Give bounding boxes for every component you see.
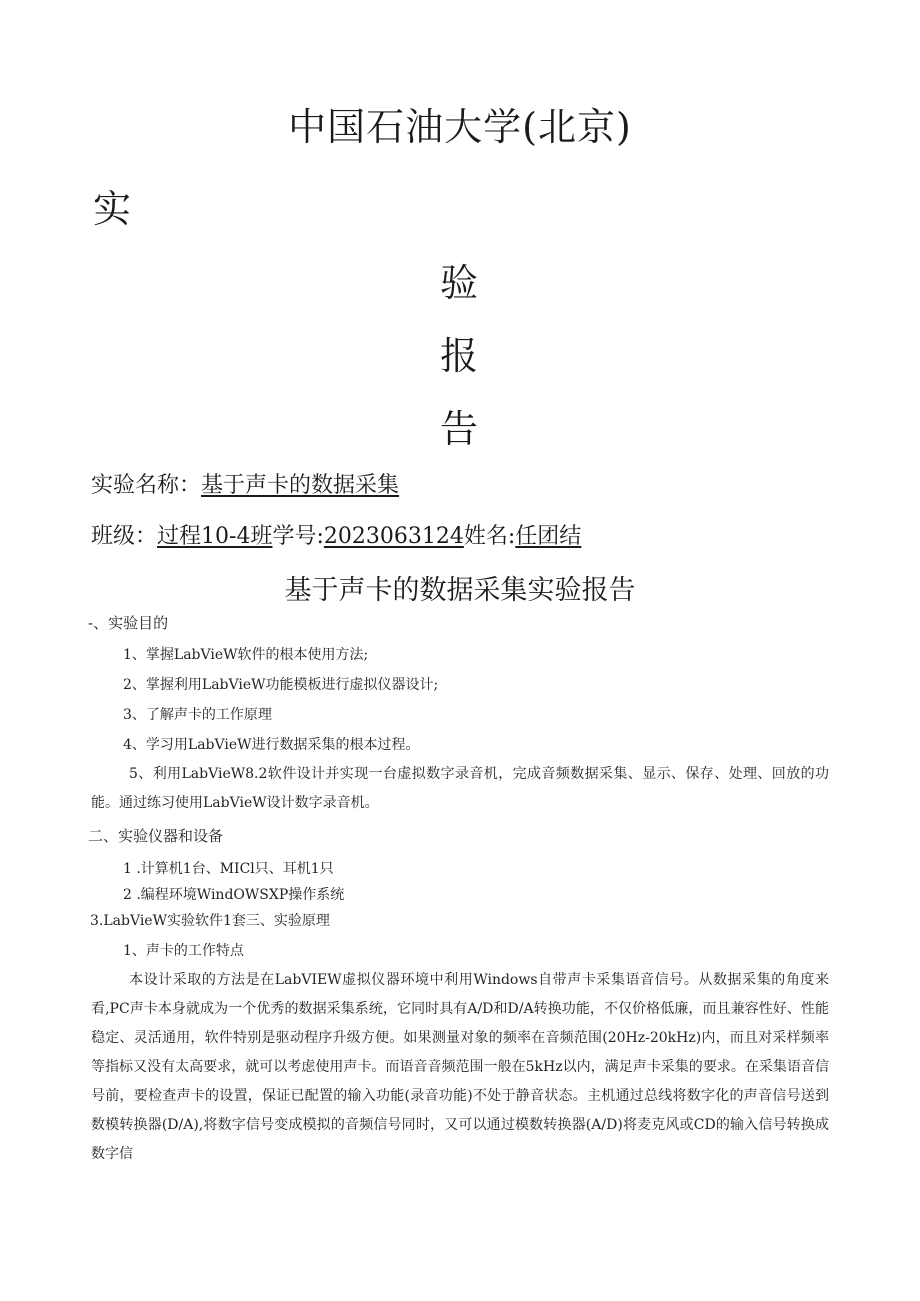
cover-char-shi: 实 [93, 187, 132, 231]
purpose-heading: -、实验目的 [88, 614, 169, 632]
principle-paragraph: 本设计采取的方法是在LabVIEW虚拟仪器环境中利用Windows自带声卡采集语音信号。从数据采集的角度来看,PC声卡本身就成为一个优秀的数据采集系统，它同时具有A/D和D/A转换功能，不仅价格低廉，而且兼容性好、性能稳定、灵活通用，软件特别是驱动程序升级方便。如果测量对象的频率在音频范围(20Hz-20kHz)内，而且对采样频率等指标又没有太高要求，就可以考虑使用声卡。而语音音频范围一般在5kHz以内，满足声卡采集的要求。在采集语音信号前，要检查声卡的设置，保证已配置的输入功能(录音功能)不处于静音状态。主机通过总线将数字化的声音信号送到数模转换器(D/A),将数字信号变成模拟的音频信号同时，又可以通过模数转换器(A/D)将麦克风或CD的输入信号转换成数字信 [91, 972, 829, 1162]
name-value: 任团结 [515, 524, 582, 549]
cover-char-bao: 报 [440, 334, 479, 378]
principle-heading: 三、实验原理 [245, 913, 330, 929]
purpose-item-2: 2、掌握利用LabVieW功能模板进行虚拟仪器设计; [123, 677, 439, 693]
student-info-row [91, 519, 581, 550]
purpose-item-4: 4、学习用LabVieW进行数据采集的根本过程。 [123, 737, 420, 753]
experiment-name-value: 基于声卡的数据采集 [201, 473, 400, 498]
experiment-name-row [91, 468, 399, 499]
equipment-item-3-row [90, 907, 330, 935]
equipment-heading: 二、实验仪器和设备 [88, 827, 224, 845]
name-label: 姓名: [463, 524, 516, 549]
university-title: 中国石油大学(北京) [288, 105, 632, 149]
cover-char-yan: 验 [440, 261, 479, 305]
report-title: 基于声卡的数据采集实验报告 [284, 575, 636, 606]
purpose-item-5: 5、利用LabVieW8.2软件设计并实现一台虚拟数字录音机，完成音频数据采集、显示、保存、处理、回放的功能。通过练习使用LabVieW设计数字录音机。 [91, 766, 829, 811]
equipment-item-2: 2 .编程环境WindOWSXP操作系统 [123, 887, 345, 903]
equipment-item-3: 3.LabVieW实验软件1套 [90, 913, 246, 929]
equipment-item-1: 1 .计算机1台、MICl只、耳机1只 [123, 861, 334, 877]
principle-subheading: 1、声卡的工作特点 [123, 943, 244, 959]
purpose-item-3: 3、了解声卡的工作原理 [123, 707, 272, 723]
purpose-item-1: 1、掌握LabVieW软件的根本使用方法; [123, 647, 369, 663]
class-value: 过程10-4班 [157, 524, 273, 549]
student-id-value: 2023063124 [323, 524, 464, 549]
class-label: 班级： [91, 524, 158, 549]
student-id-label: 学号: [272, 524, 324, 549]
experiment-name-label: 实验名称： [91, 473, 202, 498]
cover-char-gao: 告 [440, 407, 479, 451]
